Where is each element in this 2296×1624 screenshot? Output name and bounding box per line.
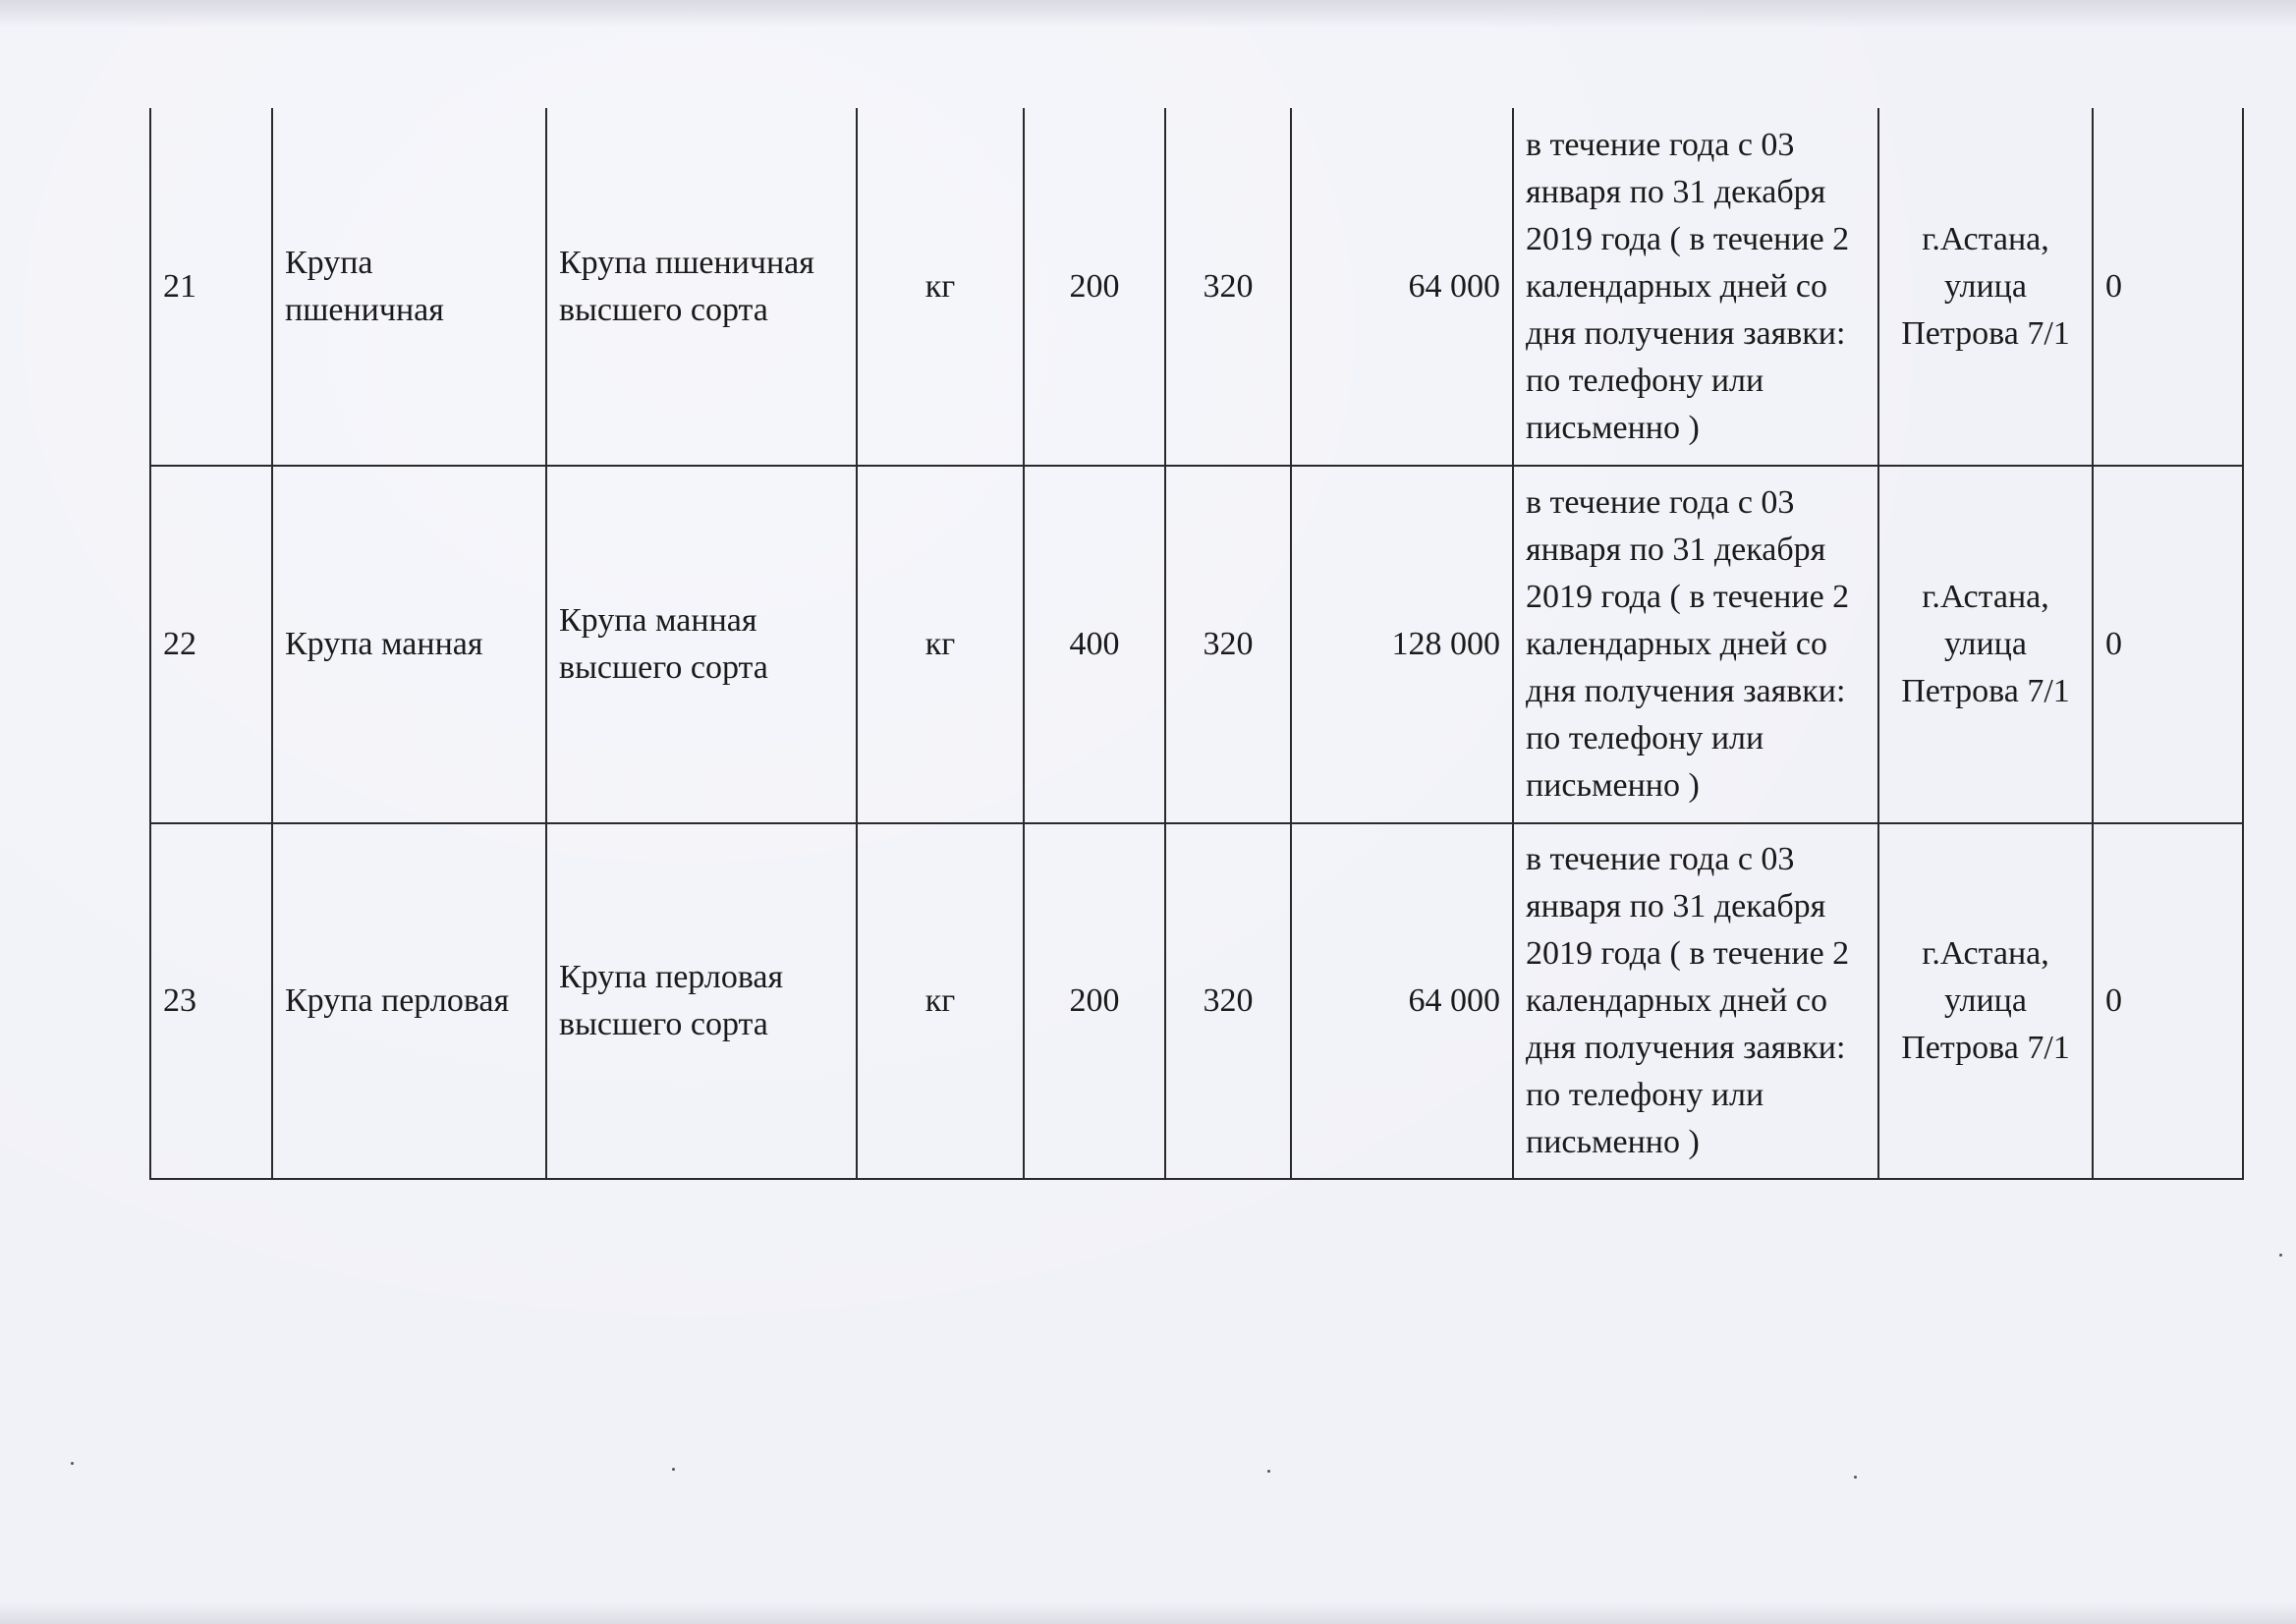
delivery-term: в течение года с 03 января по 31 декабря 2019 года ( в течение 2 календарных дней со дня получения заявки: по телефону или письменно ) <box>1513 466 1878 823</box>
advance-payment: 0 <box>2093 466 2243 823</box>
item-specification: Крупа перловая высшего сорта <box>546 823 857 1179</box>
unit-of-measure: кг <box>857 466 1024 823</box>
total-sum: 128 000 <box>1291 466 1513 823</box>
unit-price: 320 <box>1165 108 1291 466</box>
delivery-place: г.Астана, улица Петрова 7/1 <box>1878 466 2093 823</box>
total-sum: 64 000 <box>1291 823 1513 1179</box>
quantity: 200 <box>1024 823 1165 1179</box>
item-name: Крупа перловая <box>272 823 546 1179</box>
scan-speck <box>71 1462 74 1465</box>
scan-speck <box>1267 1470 1270 1473</box>
procurement-table <box>149 108 2244 1180</box>
table-row <box>150 823 2243 1179</box>
total-sum: 64 000 <box>1291 108 1513 466</box>
item-name: Крупа пшеничная <box>272 108 546 466</box>
delivery-place: г.Астана, улица Петрова 7/1 <box>1878 823 2093 1179</box>
unit-of-measure: кг <box>857 823 1024 1179</box>
delivery-term: в течение года с 03 января по 31 декабря 2019 года ( в течение 2 календарных дней со дня получения заявки: по телефону или письменно ) <box>1513 823 1878 1179</box>
scan-speck <box>1854 1476 1857 1479</box>
advance-payment: 0 <box>2093 108 2243 466</box>
unit-price: 320 <box>1165 466 1291 823</box>
delivery-place: г.Астана, улица Петрова 7/1 <box>1878 108 2093 466</box>
scan-top-edge <box>0 0 2296 28</box>
row-number: 23 <box>150 823 272 1179</box>
item-specification: Крупа пшеничная высшего сорта <box>546 108 857 466</box>
row-number: 22 <box>150 466 272 823</box>
unit-of-measure: кг <box>857 108 1024 466</box>
table-row <box>150 466 2243 823</box>
row-number: 21 <box>150 108 272 466</box>
item-name: Крупа манная <box>272 466 546 823</box>
quantity: 200 <box>1024 108 1165 466</box>
scan-bottom-edge <box>0 1602 2296 1624</box>
delivery-term: в течение года с 03 января по 31 декабря 2019 года ( в течение 2 календарных дней со дня получения заявки: по телефону или письменно ) <box>1513 108 1878 466</box>
unit-price: 320 <box>1165 823 1291 1179</box>
advance-payment: 0 <box>2093 823 2243 1179</box>
quantity: 400 <box>1024 466 1165 823</box>
item-specification: Крупа манная высшего сорта <box>546 466 857 823</box>
table-row <box>150 108 2243 466</box>
scan-speck <box>672 1468 675 1471</box>
scan-speck <box>2279 1254 2282 1257</box>
